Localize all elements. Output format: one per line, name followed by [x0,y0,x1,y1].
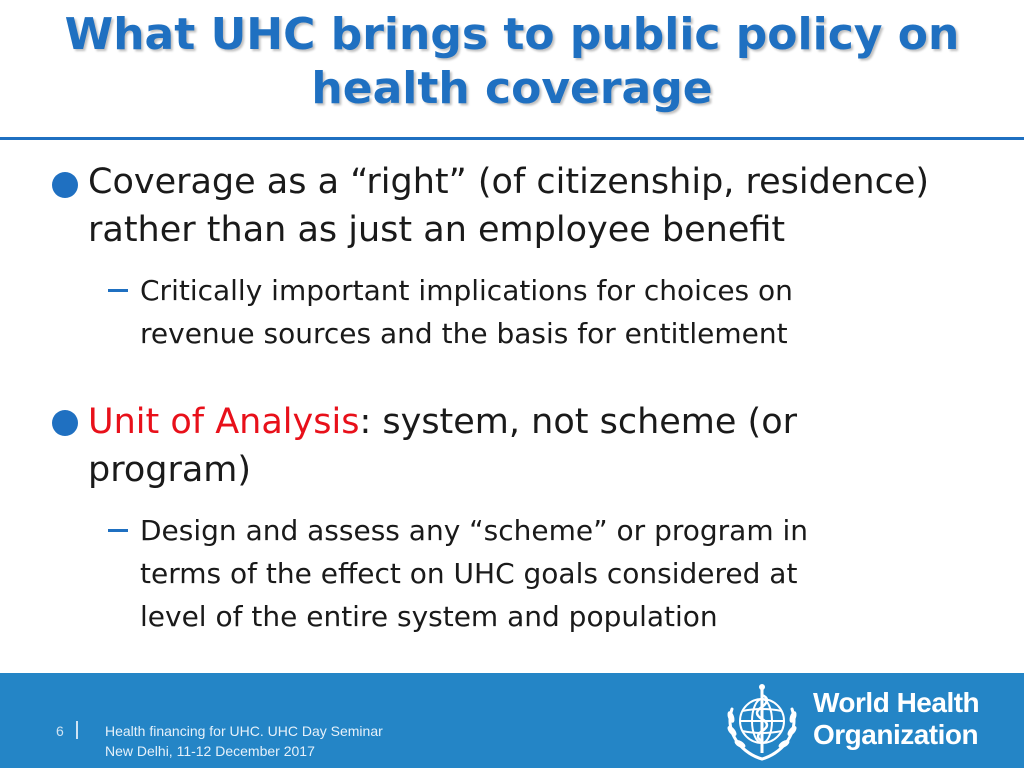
sub-bullet-dash-icon [108,289,128,292]
org-line-2: Organization [813,719,979,750]
highlight-unit-of-analysis: Unit of Analysis [88,402,360,442]
bullet-1-line-1: Coverage as a “right” (of citizenship, residence) [88,162,930,202]
bullet-2-text [88,398,988,494]
bullet-2-sub-line-1: Design and assess any “scheme” or program in [140,514,809,547]
bullet-2-line-2: program) [88,450,252,490]
bullet-2-sub-line-2: terms of the effect on UHC goals considered at [140,557,798,590]
page-number: 6 [56,723,64,739]
title-line-2: health coverage [311,63,713,114]
bullet-1-sub-line-2: revenue sources and the basis for entitlement [140,317,788,350]
sub-bullet-dash-icon [108,529,128,532]
who-emblem-icon [720,679,804,763]
bullet-2-subtext [140,509,960,638]
bullet-1-sub-line-1: Critically important implications for choices on [140,274,793,307]
bullet-dot-icon [52,172,78,198]
bullet-dot-icon [52,410,78,436]
bullet-2-line-1 [88,398,988,446]
footer-bar [0,673,1024,768]
footer-line-1: Health financing for UHC. UHC Day Seminar [105,723,383,739]
title-line-1: What UHC brings to public policy on [64,9,960,60]
bullet-1-line-2: rather than as just an employee benefit [88,210,786,250]
bullet-1-text [88,158,988,254]
bullet-2-line-1-rest: : system, not scheme (or [359,402,798,442]
page-number-divider [76,721,78,739]
slide-title [0,8,1024,116]
footer-line-2: New Delhi, 11-12 December 2017 [105,743,315,759]
bullet-1-subtext [140,269,960,355]
org-line-1: World Health [813,687,980,718]
title-divider [0,137,1024,140]
footer-caption [105,721,383,761]
organization-name [813,687,979,751]
bullet-2-sub-line-3: level of the entire system and population [140,600,718,633]
